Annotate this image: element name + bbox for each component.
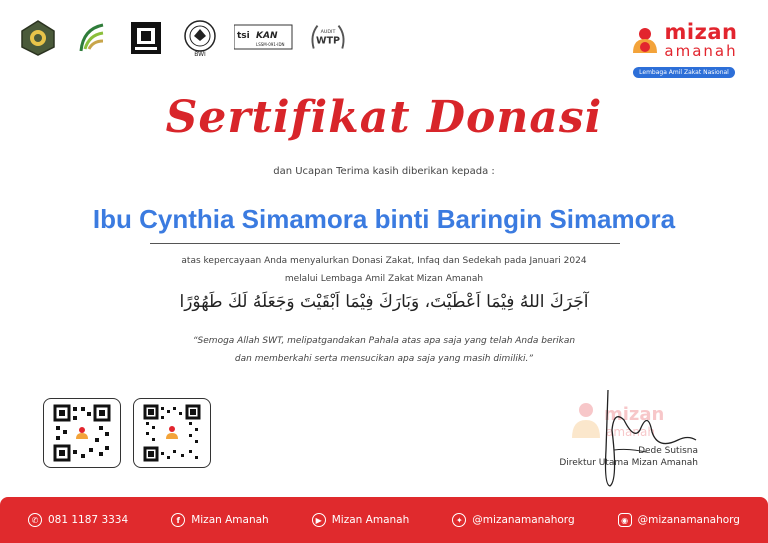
brand-word-1: mizan	[664, 20, 738, 44]
twitter-icon: ✦	[452, 513, 466, 527]
signatory-name: Dede Sutisna	[638, 446, 698, 456]
svg-text:mizan: mizan	[604, 404, 665, 425]
footer-whatsapp[interactable]	[28, 513, 128, 527]
baznas-logo	[72, 18, 112, 58]
institution-description: melalui Lembaga Amil Zakat Mizan Amanah	[284, 274, 484, 284]
signature-area	[528, 390, 728, 490]
certificate-title: Sertifikat Donasi	[165, 92, 603, 143]
wtp-text: WTP	[316, 35, 340, 47]
brand-word-2: amanah	[664, 42, 738, 60]
footer-youtube-label: Mizan Amanah	[331, 514, 410, 526]
facebook-icon: f	[171, 513, 185, 527]
ifi-logo	[126, 18, 166, 58]
footer-instagram-label: @mizanamanahorg	[637, 514, 740, 526]
footer-whatsapp-label: 081 1187 3334	[48, 514, 129, 526]
audit-wtp-logo	[308, 18, 348, 58]
arabic-prayer: آجَرَكَ اللهُ فِيْمَا اَعْطَيْتَ، وَبَارَكَ فِيْمَا اَبْقَيْتَ وَجَعَلَهُ لَكَ طَهُوْرًا	[179, 292, 589, 312]
divider	[150, 243, 620, 244]
brand-logo	[620, 22, 748, 78]
footer-facebook[interactable]	[171, 513, 269, 527]
footer-instagram[interactable]	[618, 513, 740, 527]
footer-facebook-label: Mizan Amanah	[191, 514, 269, 526]
whatsapp-icon: ✆	[28, 513, 42, 527]
youtube-icon: ▶	[312, 513, 326, 527]
footer-youtube[interactable]	[312, 513, 410, 527]
kan-code-text: LSSM-091-IDN	[256, 42, 285, 47]
mizan-amanah-mark-icon	[630, 25, 660, 57]
recipient-name: Ibu Cynthia Simamora binti Baringin Simamora	[92, 204, 676, 234]
certificate-subtitle: dan Ucapan Terima kasih diberikan kepada :	[273, 166, 495, 177]
svg-text:amanah: amanah	[606, 425, 655, 439]
tsi-kan-logo	[234, 18, 294, 58]
bwi-logo-text: BWI	[194, 51, 206, 57]
qr-code-2[interactable]	[133, 398, 211, 468]
prayer-translation-line-1: “Semoga Allah SWT, melipatgandakan Pahala atas apa saja yang telah Anda berikan	[192, 336, 576, 346]
prayer-translation-line-2: dan memberkahi serta mensucikan apa saja yang masih dimiliki.”	[234, 354, 534, 364]
bwi-logo	[180, 18, 220, 58]
kan-text: KAN	[256, 31, 278, 41]
footer-twitter-label: @mizanamanahorg	[472, 514, 575, 526]
contact-footer	[0, 497, 768, 543]
qr-code-1[interactable]	[43, 398, 121, 468]
tsi-text: tsi	[237, 31, 250, 41]
audit-text: AUDIT	[320, 30, 336, 36]
partner-logos	[18, 18, 348, 58]
brand-tagline: Lembaga Amil Zakat Nasional	[633, 67, 735, 78]
instagram-icon: ◉	[618, 513, 632, 527]
signatory-title: Direktur Utama Mizan Amanah	[559, 458, 698, 468]
donation-description: atas kepercayaan Anda menyalurkan Donasi Zakat, Infaq dan Sedekah pada Januari 2024	[181, 256, 587, 266]
footer-twitter[interactable]	[452, 513, 574, 527]
kemenag-logo	[18, 18, 58, 58]
